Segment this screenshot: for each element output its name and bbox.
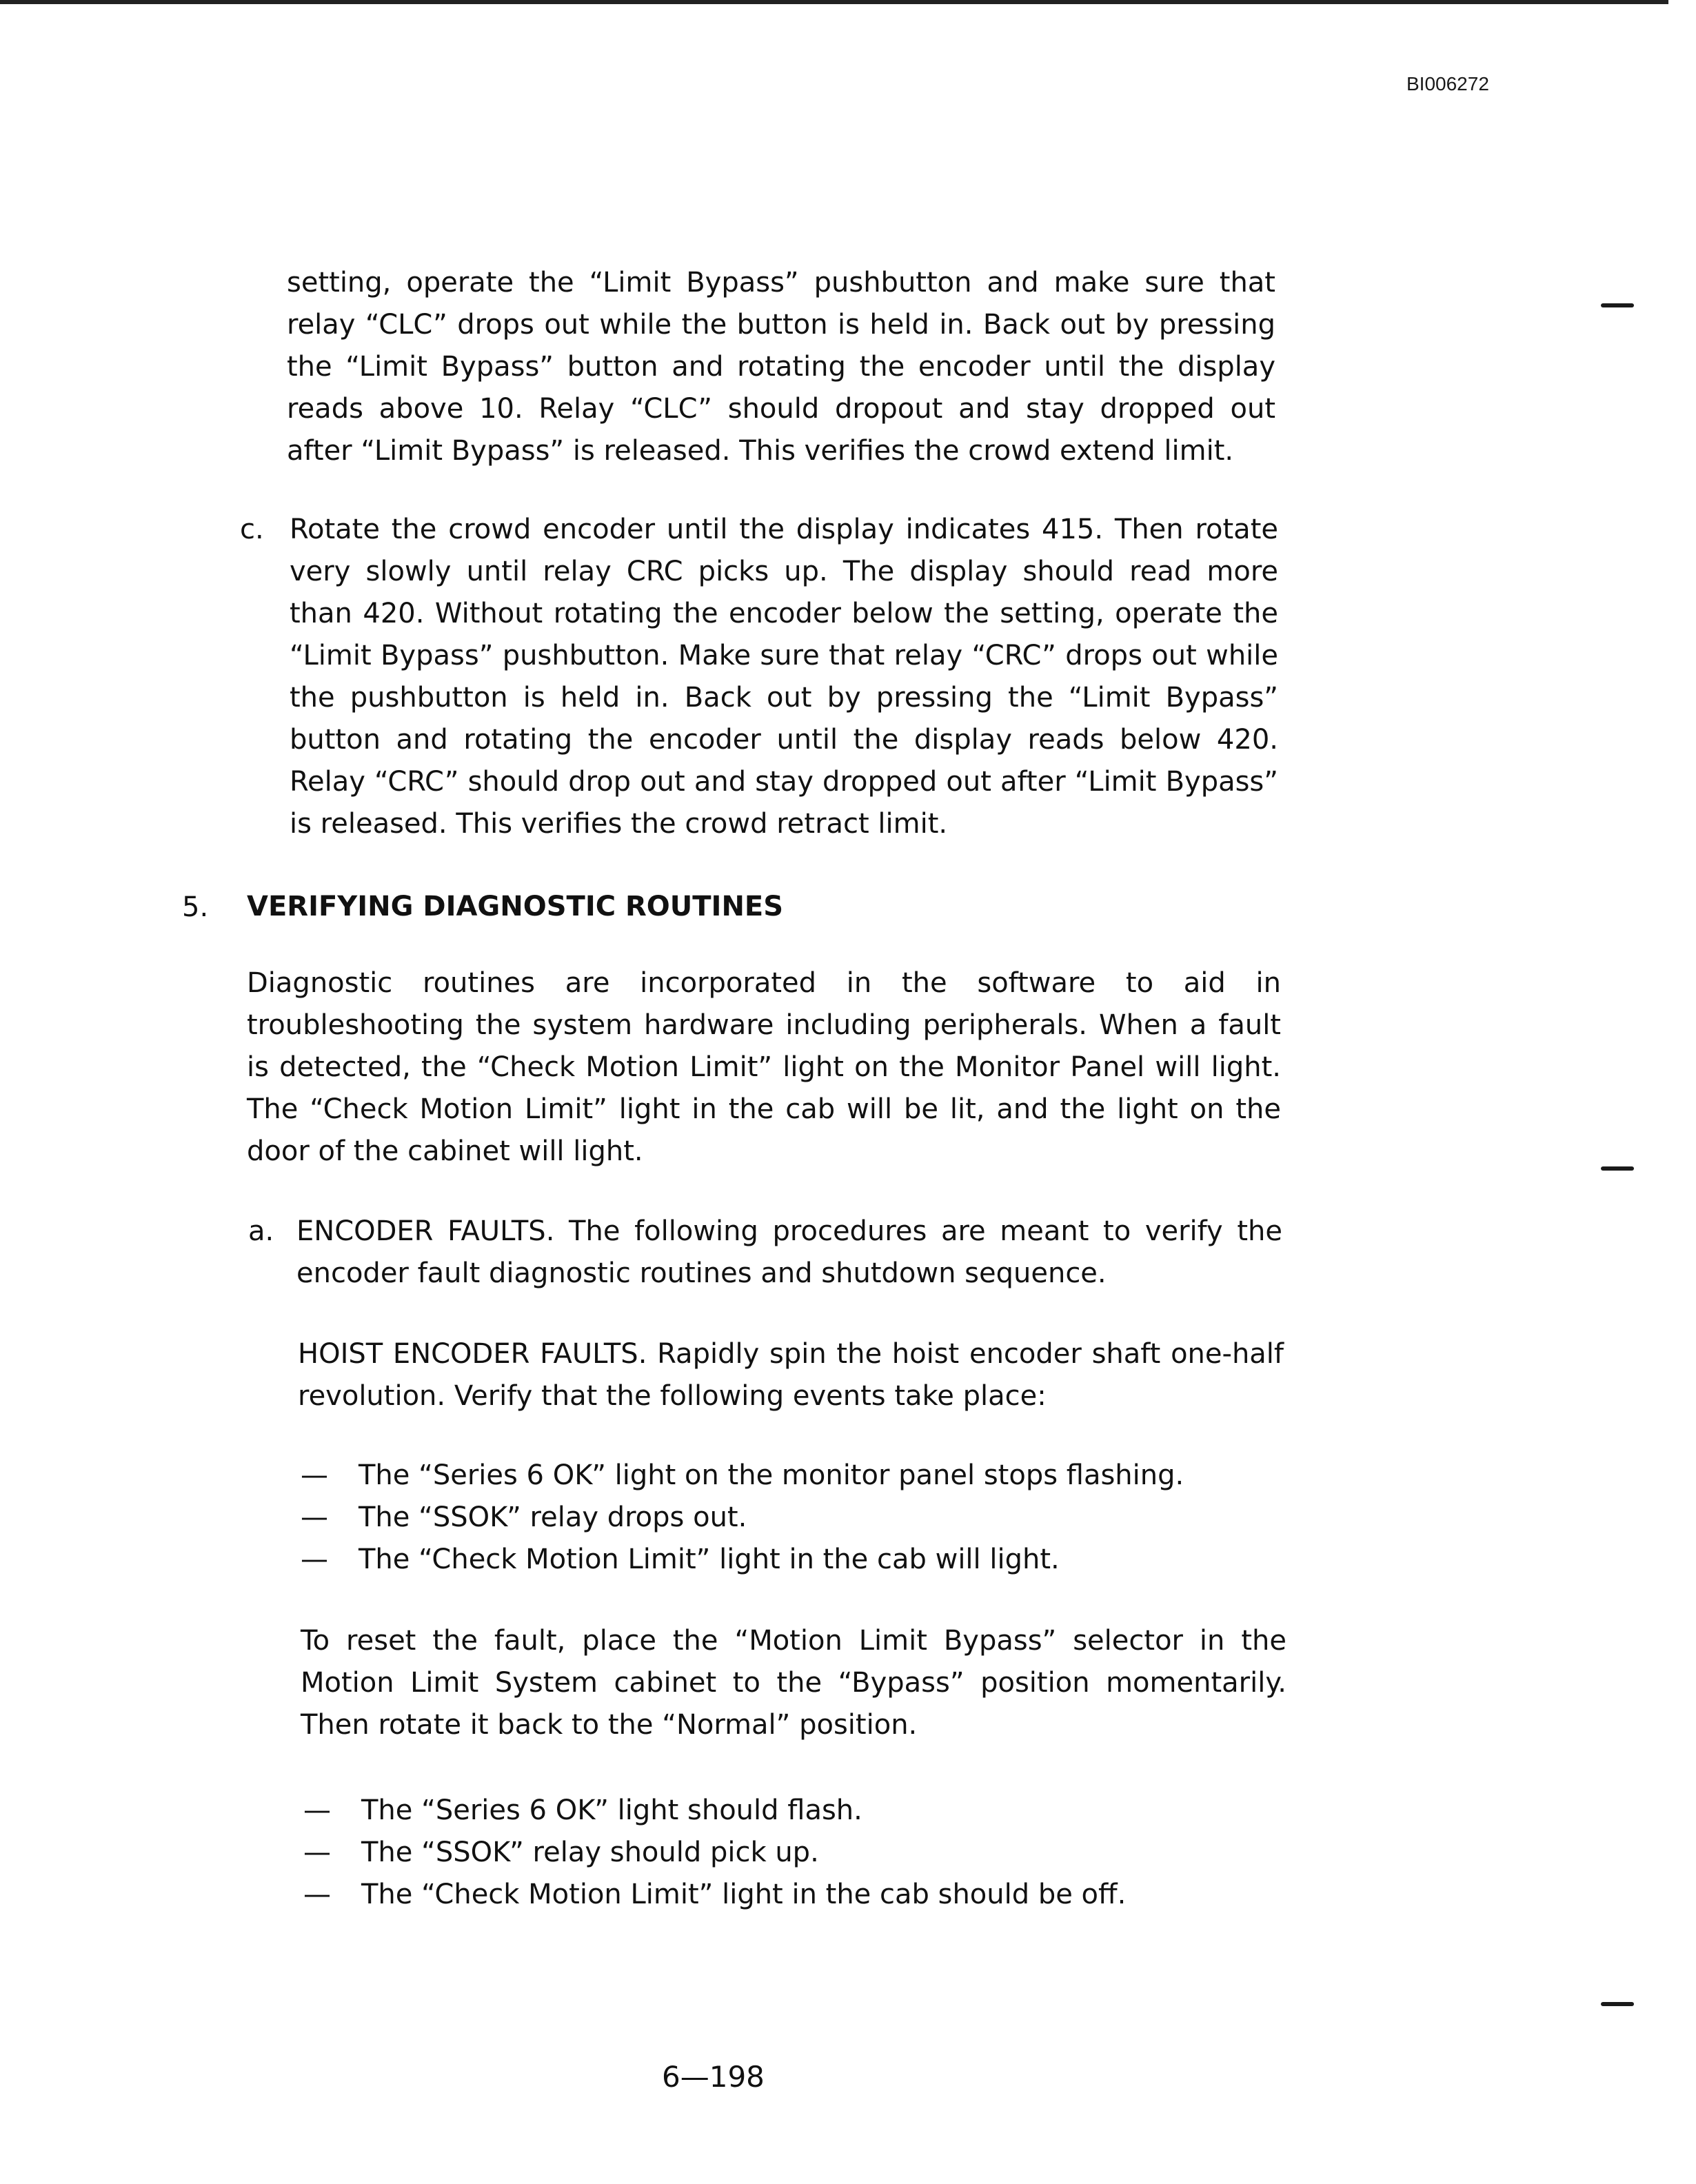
section-5-heading: VERIFYING DIAGNOSTIC ROUTINES [247,891,784,922]
reset-results-list [303,1790,1127,1916]
dash-bullet: — [303,1879,331,1910]
list-item [301,1497,1184,1539]
list-item [301,1539,1184,1581]
margin-scan-mark [1601,2002,1634,2006]
list-item-text: The “SSOK” relay drops out. [359,1502,747,1533]
dash-bullet: — [301,1459,328,1491]
item-a-paragraph: ENCODER FAULTS. The following procedures are meant to verify the encoder fault diagnostic routines and shutdown sequence. [296,1215,1282,1289]
list-item-text: The “Series 6 OK” light on the monitor panel stops flashing. [359,1459,1184,1491]
dash-bullet: — [303,1794,331,1826]
list-item-text: The “Check Motion Limit” light in the cab should be off. [361,1879,1127,1910]
section-5-number: 5. [182,891,209,923]
margin-scan-mark [1601,303,1634,307]
continuation-paragraph: setting, operate the “Limit Bypass” pushbutton and make sure that relay “CLC” drops out while the button is held in. Back out by pressing the “Limit Bypass” button and rotating the encoder until the display reads above 10. Relay “CLC” should dropout and stay dropped out after “Limit Bypass” is released. This verifies the crowd extend limit. [287,267,1275,467]
top-scan-rule [0,0,1668,4]
margin-scan-mark [1601,1166,1634,1171]
list-item-text: The “SSOK” relay should pick up. [361,1837,819,1868]
section-5-intro-paragraph: Diagnostic routines are incorporated in the software to aid in troubleshooting the system hardware including peripherals. When a fault is detected, the “Check Motion Limit” light on the Monitor Panel will light. The “Check Motion Limit” light in the cab will be lit, and the light on the door of the cabinet will light. [247,967,1281,1167]
hoist-encoder-faults-paragraph: HOIST ENCODER FAULTS. Rapidly spin the hoist encoder shaft one-half revolution. Verify that the following events take place: [298,1338,1284,1412]
list-item [301,1455,1184,1497]
document-id: BI006272 [1406,73,1489,94]
item-a-marker: a. [248,1215,274,1247]
page-number: 6—198 [662,2060,765,2094]
fault-events-list [301,1455,1184,1581]
list-item [303,1832,1126,1874]
dash-bullet: — [301,1544,328,1575]
dash-bullet: — [301,1502,328,1533]
list-item-text: The “Series 6 OK” light should flash. [361,1794,862,1826]
item-c-marker: c. [240,514,264,545]
list-item [303,1790,1126,1832]
list-item-text: The “Check Motion Limit” light in the cab will light. [359,1544,1060,1575]
dash-bullet: — [303,1837,331,1868]
reset-fault-paragraph: To reset the fault, place the “Motion Limit Bypass” selector in the Motion Limit System cabinet to the “Bypass” position momentarily. Then rotate it back to the “Normal” position. [301,1625,1286,1741]
list-item [303,1874,1127,1916]
item-c-paragraph: Rotate the crowd encoder until the display indicates 415. Then rotate very slowly until relay CRC picks up. The display should read more than 420. Without rotating the encoder below the setting, operate the “Limit Bypass” pushbutton. Make sure that relay “CRC” drops out while the pushbutton is held in. Back out by pressing the “Limit Bypass” button and rotating the encoder until the display reads below 420. Relay “CRC” should drop out and stay dropped out after “Limit Bypass” is released. This verifies the crowd retract limit. [290,514,1278,840]
